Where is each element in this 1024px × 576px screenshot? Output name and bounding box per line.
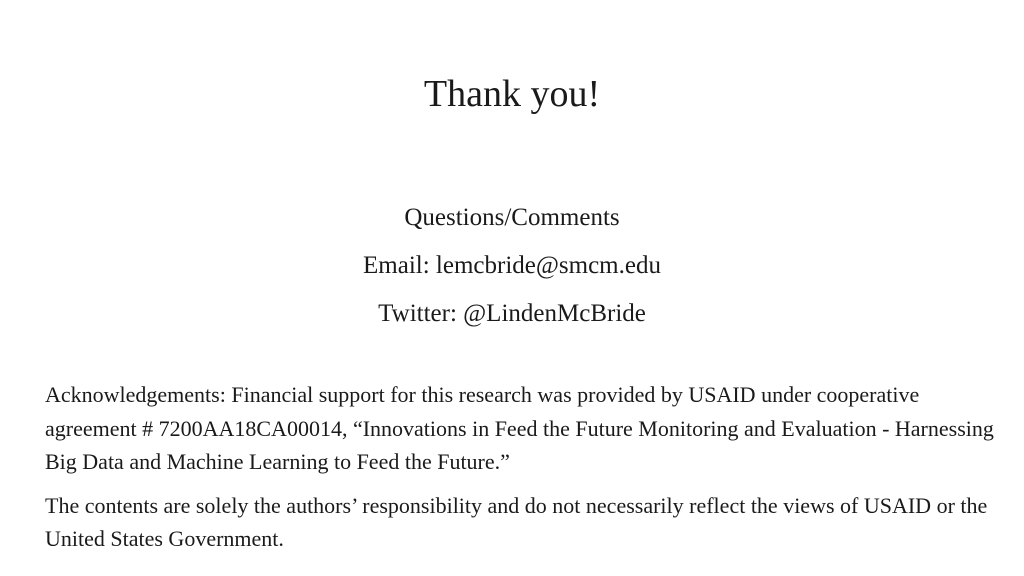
contact-twitter: Twitter: @LindenMcBride [378, 300, 646, 327]
contact-block [0, 194, 1024, 338]
contact-email: Email: lemcbride@smcm.edu [363, 252, 661, 279]
acknowledgements-block [45, 378, 995, 556]
contact-heading: Questions/Comments [404, 204, 620, 231]
disclaimer-paragraph: The contents are solely the authors’ responsibility and do not necessarily reflect the views of USAID or the United States Government. [45, 492, 988, 551]
acknowledgements-paragraph: Acknowledgements: Financial support for this research was provided by USAID under cooperative agreement # 7200AA18CA00014, “Innovations in Feed the Future Monitoring and Evaluation - Harnessing Big Data and Machine Learning to Feed the Future.” [45, 382, 994, 474]
slide-title: Thank you! [423, 73, 601, 115]
